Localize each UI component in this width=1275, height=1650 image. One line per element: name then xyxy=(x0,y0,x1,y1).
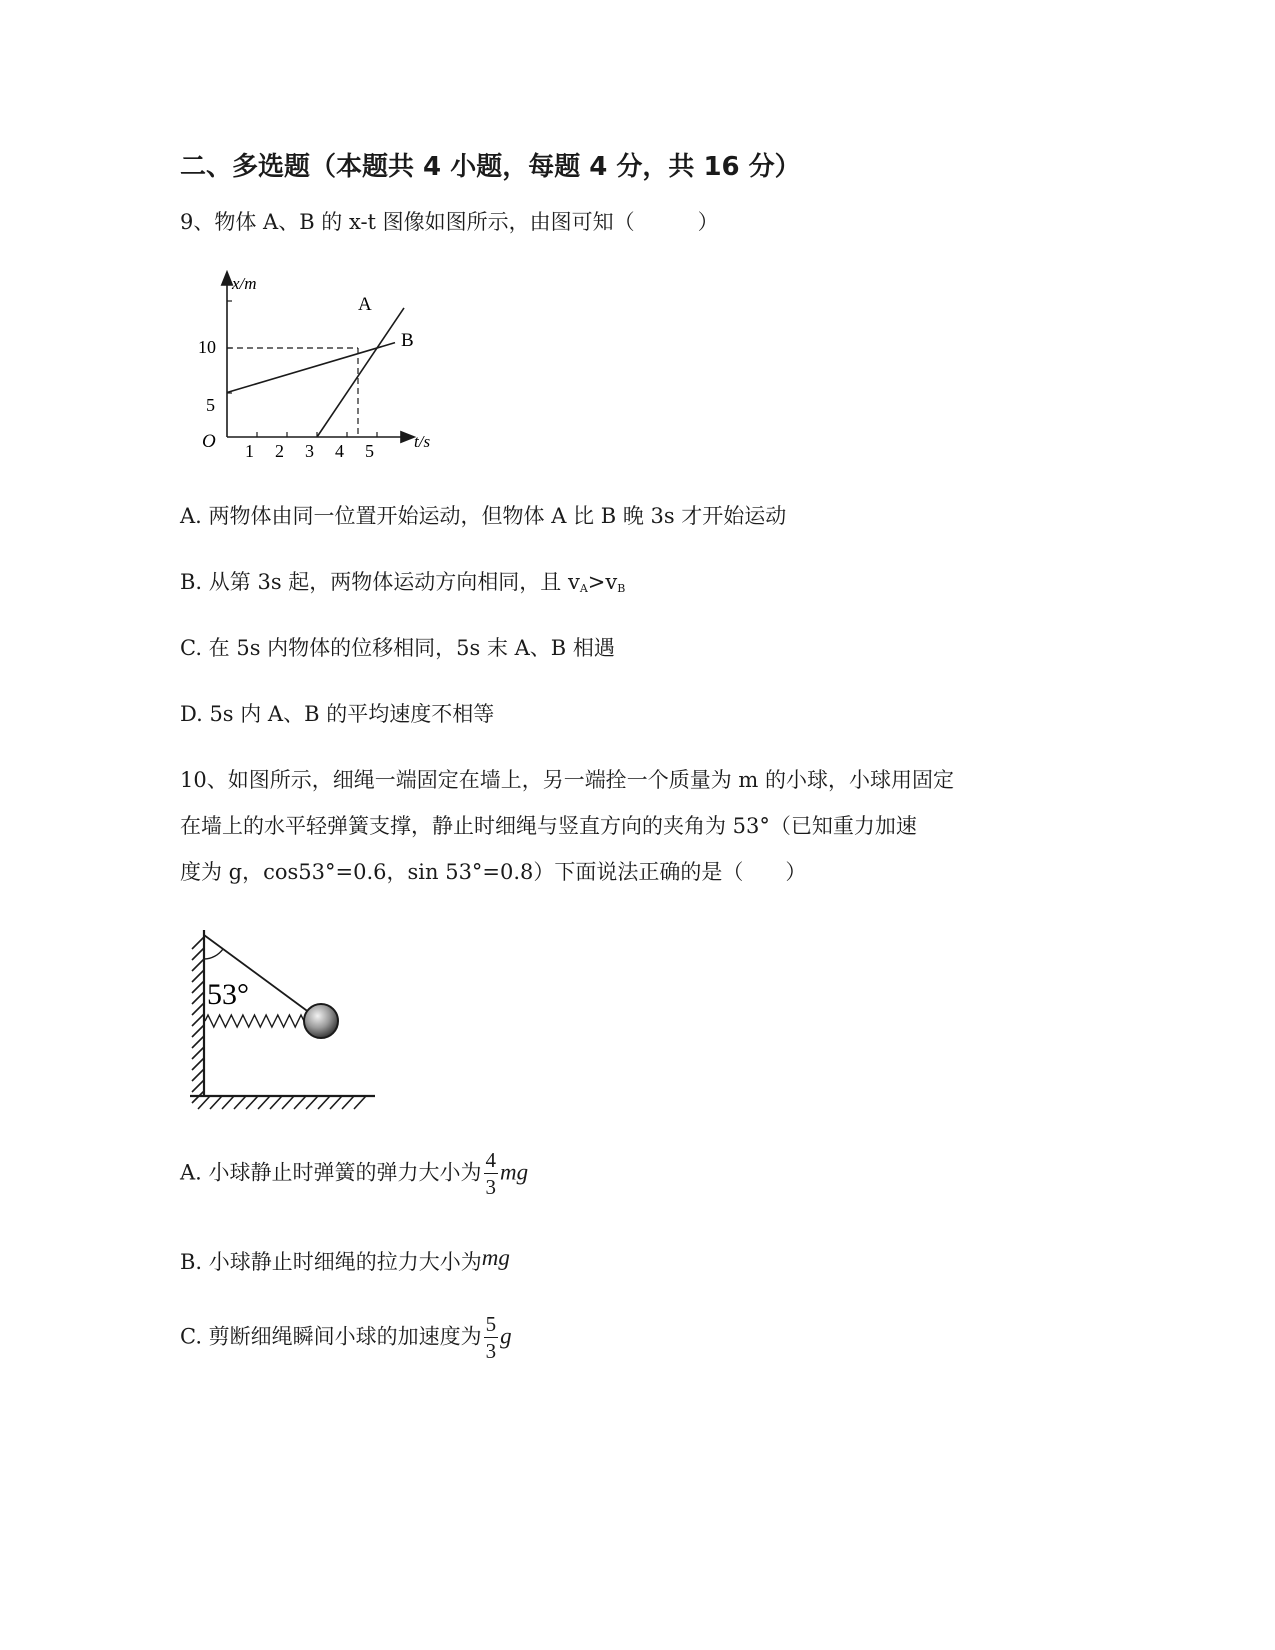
wall-hatch-mark xyxy=(192,1014,204,1026)
fraction-five-thirds xyxy=(484,1314,499,1362)
wall-hatch-mark xyxy=(192,1036,204,1048)
wall-hatch-mark xyxy=(192,1003,204,1015)
y-axis-label: x/m xyxy=(232,274,257,293)
x-tick-label-1: 1 xyxy=(245,441,254,460)
x-tick-label-3: 3 xyxy=(305,441,314,460)
q9-xt-graph xyxy=(190,265,450,460)
ball xyxy=(304,1004,338,1038)
fraction-numerator: 5 xyxy=(485,1312,497,1336)
x-tick-label-2: 2 xyxy=(275,441,284,460)
floor-hatch-mark xyxy=(306,1096,318,1109)
origin-label: O xyxy=(202,431,216,452)
q10-option-a xyxy=(180,1150,528,1198)
wall-hatch-mark xyxy=(192,1069,204,1081)
wall-hatch-mark xyxy=(192,959,204,971)
fraction-denominator: 3 xyxy=(485,1175,497,1199)
wall-hatch-mark xyxy=(192,1080,204,1092)
floor-hatch-mark xyxy=(234,1096,246,1109)
floor-hatch-mark xyxy=(210,1096,222,1109)
section-heading: 二、多选题（本题共 4 小题，每题 4 分，共 16 分） xyxy=(180,152,801,182)
fraction-four-thirds xyxy=(484,1150,499,1198)
q9-option-c: C. 在 5s 内物体的位移相同，5s 末 A、B 相遇 xyxy=(180,636,615,660)
question-9-stem: 9、物体 A、B 的 x-t 图像如图所示，由图可知（ ） xyxy=(180,210,719,234)
q10-option-a-unit: mg xyxy=(500,1159,529,1185)
floor-hatch-mark xyxy=(198,1096,210,1109)
q10-option-b-text: B. 小球静止时细绳的拉力大小为 xyxy=(180,1250,482,1274)
floor-hatch-mark xyxy=(246,1096,258,1109)
x-tick-label-5: 5 xyxy=(365,441,374,460)
wall-hatch-mark xyxy=(192,937,204,949)
q9-option-d: D. 5s 内 A、B 的平均速度不相等 xyxy=(180,702,495,726)
question-10-stem-line1: 10、如图所示，细绳一端固定在墙上，另一端拴一个质量为 m 的小球，小球用固定 xyxy=(180,768,954,792)
fraction-denominator: 3 xyxy=(485,1339,497,1363)
y-tick-label-5: 5 xyxy=(206,395,215,415)
wall-hatch-mark xyxy=(192,1025,204,1037)
q10-option-b-unit: mg xyxy=(481,1245,510,1270)
subscript-a: A xyxy=(579,582,588,595)
floor-hatch-mark xyxy=(330,1096,342,1109)
wall-hatch-mark xyxy=(192,1058,204,1070)
floor-hatch-mark xyxy=(270,1096,282,1109)
floor-hatch-mark xyxy=(354,1096,366,1109)
q10-option-c-unit: g xyxy=(500,1323,512,1349)
floor-hatch-mark xyxy=(282,1096,294,1109)
q9-option-b-mid: >v xyxy=(587,570,618,594)
series-label-a: A xyxy=(358,294,372,315)
wall-hatch-mark xyxy=(192,948,204,960)
floor-hatch-mark xyxy=(294,1096,306,1109)
wall-hatch-mark xyxy=(192,970,204,982)
wall-hatch-mark xyxy=(192,981,204,993)
q10-option-c xyxy=(180,1314,512,1362)
q10-option-b xyxy=(180,1245,510,1276)
q10-option-a-text: A. 小球静止时弹簧的弹力大小为 xyxy=(180,1160,482,1185)
wall-hatch-mark xyxy=(192,1047,204,1059)
q9-option-a: A. 两物体由同一位置开始运动，但物体 A 比 B 晚 3s 才开始运动 xyxy=(180,504,787,528)
y-tick-label-10: 10 xyxy=(198,337,216,357)
question-10-stem-line3: 度为 g，cos53°=0.6，sin 53°=0.8）下面说法正确的是（ ） xyxy=(180,860,807,884)
q10-spring-ball-figure xyxy=(180,925,385,1115)
x-tick-label-4: 4 xyxy=(335,441,344,460)
floor-hatch-mark xyxy=(342,1096,354,1109)
subscript-b: B xyxy=(617,582,626,595)
series-line-a xyxy=(317,308,404,437)
floor-hatch-mark xyxy=(318,1096,330,1109)
series-label-b: B xyxy=(401,330,414,351)
x-axis-label: t/s xyxy=(414,432,431,451)
q9-option-b-text: B. 从第 3s 起，两物体运动方向相同，且 v xyxy=(180,570,580,594)
wall-hatch-mark xyxy=(192,992,204,1004)
angle-arc xyxy=(204,949,223,959)
angle-label: 53° xyxy=(207,978,249,1011)
floor-hatch-mark xyxy=(258,1096,270,1109)
spring xyxy=(205,1015,304,1027)
q9-option-b xyxy=(180,566,625,596)
fraction-numerator: 4 xyxy=(485,1148,497,1172)
floor-hatch-mark xyxy=(222,1096,234,1109)
question-10-stem-line2: 在墙上的水平轻弹簧支撑，静止时细绳与竖直方向的夹角为 53°（已知重力加速 xyxy=(180,814,917,838)
series-line-b xyxy=(227,343,395,393)
q10-option-c-text: C. 剪断细绳瞬间小球的加速度为 xyxy=(180,1324,482,1349)
